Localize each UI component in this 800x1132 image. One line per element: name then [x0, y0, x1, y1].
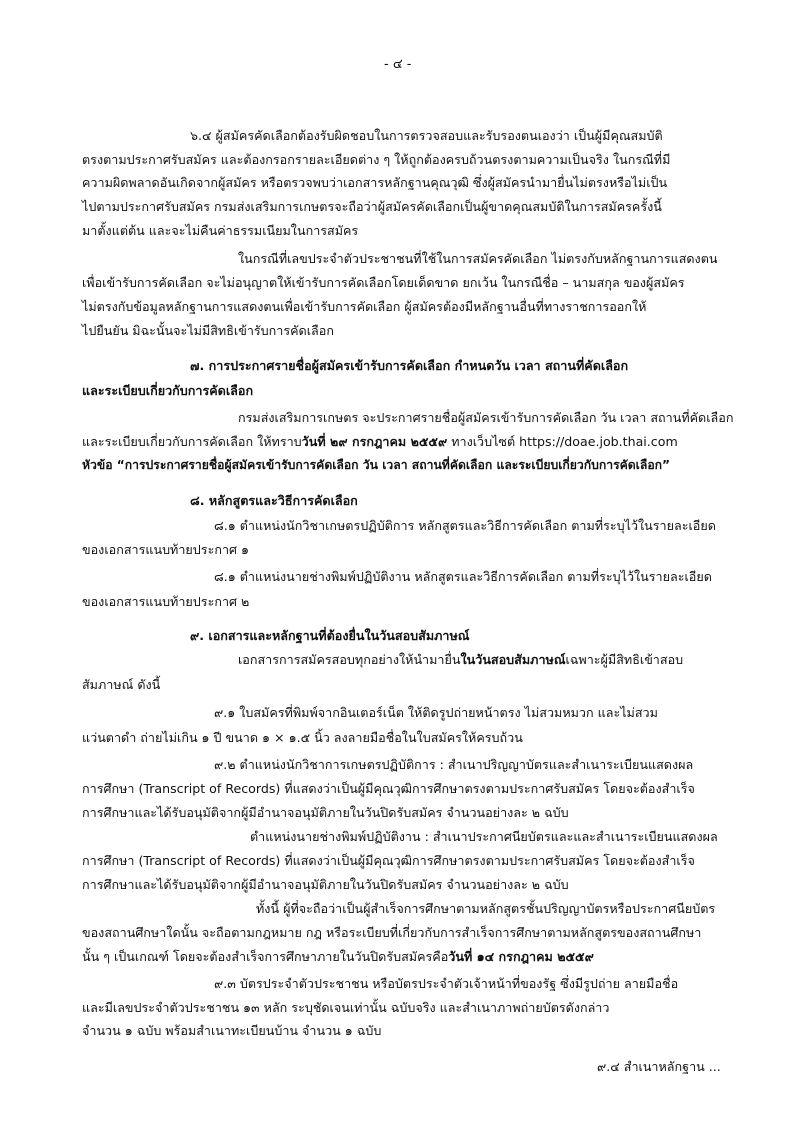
- text-line: หัวข้อ “การประกาศรายชื่อผู้สมัครเข้ารับการคัดเลือก วัน เวลา สถานที่คัดเลือก และระเบียบเกี่ยวกับการคัดเลือก”: [82, 458, 671, 472]
- section-heading: ๙. เอกสารและหลักฐานที่ต้องยื่นในวันสอบสัมภาษณ์: [190, 628, 470, 643]
- text-line: และระเบียบเกี่ยวกับการคัดเลือก ให้ทราบวันที่ ๒๙ กรกฎาคม ๒๕๕๙ ทางเว็บไซต์ https://doae.job.thai.com: [82, 434, 678, 449]
- text-line: ทั้งนี้ ผู้ที่จะถือว่าเป็นผู้สำเร็จการศึกษาตามหลักสูตรชั้นปริญญาบัตรหรือประกาศนียบัตร: [256, 901, 716, 916]
- text-line: ๙.๑ ใบสมัครที่พิมพ์จากอินเตอร์เน็ต ให้ติดรูปถ่ายหน้าตรง ไม่สวมหมวก และไม่สวม: [214, 705, 658, 720]
- text-line: ความผิดพลาดอันเกิดจากผู้สมัคร หรือตรวจพบว่าเอกสารหลักฐานคุณวุฒิ ซึ่งผู้สมัครนำมายื่นไม่ตรงหรือไม่เป็น: [82, 175, 668, 190]
- text-line: ไปตามประกาศรับสมัคร กรมส่งเสริมการเกษตรจะถือว่าผู้สมัครคัดเลือกเป็นผู้ขาดคุณสมบัติในการสมัครครั้งนี้: [82, 199, 662, 214]
- text-line: ของเอกสารแนบท้ายประกาศ ๑: [82, 542, 250, 557]
- text-line: ตำแหน่งนายช่างพิมพ์ปฏิบัติงาน : สำเนาประกาศนียบัตรและและสำเนาระเบียนแสดงผล: [250, 829, 718, 844]
- text-line: เอกสารการสมัครสอบทุกอย่างให้นำมายื่นในวันสอบสัมภาษณ์เฉพาะผู้มีสิทธิเข้าสอบ: [238, 652, 684, 667]
- text-line: จำนวน ๑ ฉบับ พร้อมสำเนาทะเบียนบ้าน จำนวน ๑ ฉบับ: [82, 1023, 382, 1038]
- text-line: ของสถานศึกษาใดนั้น จะถือตามกฎหมาย กฎ หรือระเบียบที่เกี่ยวกับการสำเร็จการศึกษาตามหลักสูตรของสถานศึกษา: [82, 925, 702, 940]
- section-heading: ๗. การประกาศรายชื่อผู้สมัครเข้ารับการคัดเลือก กำหนดวัน เวลา สถานที่คัดเลือก: [190, 358, 629, 373]
- text-line: แว่นตาดำ ถ่ายไม่เกิน ๑ ปี ขนาด ๑ × ๑.๕ นิ้ว ลงลายมือชื่อในใบสมัครให้ครบถ้วน: [82, 730, 523, 745]
- text-line: สัมภาษณ์ ดังนี้: [82, 677, 161, 692]
- page-number: - ๔ -: [384, 57, 412, 72]
- section-heading: และระเบียบเกี่ยวกับการคัดเลือก: [82, 383, 254, 398]
- continuation-note: ๙.๔ สำเนาหลักฐาน ...: [597, 1059, 721, 1074]
- text-line: มาตั้งแต่ต้น และจะไม่คืนค่าธรรมเนียมในการสมัคร: [82, 223, 359, 238]
- text-line: เพื่อเข้ารับการคัดเลือก จะไม่อนุญาตให้เข้ารับการคัดเลือกโดยเด็ดขาด ยกเว้น ในกรณีชื่อ – นามสกุล ของผู้สมัคร: [82, 275, 685, 290]
- announce-date: วันที่ ๒๙ กรกฎาคม ๒๕๕๙: [301, 434, 448, 449]
- text-line: ไม่ตรงกับข้อมูลหลักฐานการแสดงตนเพื่อเข้ารับการคัดเลือก ผู้สมัครต้องมีหลักฐานอื่นที่ทางราชการออกให้: [82, 299, 647, 314]
- text-line: ๘.๑ ตำแหน่งนายช่างพิมพ์ปฏิบัติงาน หลักสูตรและวิธีการคัดเลือก ตามที่ระบุไว้ในรายละเอียด: [214, 569, 712, 584]
- text-line: ของเอกสารแนบท้ายประกาศ ๒: [82, 594, 250, 609]
- text-line: การศึกษา (Transcript of Records) ที่แสดงว่าเป็นผู้มีคุณวุฒิการศึกษาตรงตามประกาศรับสมัคร โดยจะต้องสำเร็จ: [82, 853, 695, 868]
- text-line: ในกรณีที่เลขประจำตัวประชาชนที่ใช้ในการสมัครคัดเลือก ไม่ตรงกับหลักฐานการแสดงตน: [238, 251, 718, 266]
- text-line: กรมส่งเสริมการเกษตร จะประกาศรายชื่อผู้สมัครเข้ารับการคัดเลือก วัน เวลา สถานที่คัดเลือก: [238, 410, 734, 425]
- website-url: ทางเว็บไซต์ https://doae.job.thai.com: [447, 434, 678, 449]
- text-line: ๙.๓ บัตรประจำตัวประชาชน หรือบัตรประจำตัวเจ้าหน้าที่ของรัฐ ซึ่งมีรูปถ่าย ลายมือชื่อ: [214, 976, 679, 991]
- text-line: การศึกษาและได้รับอนุมัติจากผู้มีอำนาจอนุมัติภายในวันปิดรับสมัคร จำนวนอย่างละ ๒ ฉบับ: [82, 805, 569, 820]
- text-line: นั้น ๆ เป็นเกณฑ์ โดยจะต้องสำเร็จการศึกษาภายในวันปิดรับสมัครคือวันที่ ๑๔ กรกฎาคม ๒๕๕๙: [82, 949, 594, 964]
- text-line: การศึกษาและได้รับอนุมัติจากผู้มีอำนาจอนุมัติภายในวันปิดรับสมัคร จำนวนอย่างละ ๒ ฉบับ: [82, 877, 569, 892]
- closing-date: วันที่ ๑๔ กรกฎาคม ๒๕๕๙: [448, 949, 594, 964]
- text-line: ตรงตามประกาศรับสมัคร และต้องกรอกรายละเอียดต่าง ๆ ให้ถูกต้องครบถ้วนตรงตามความเป็นจริง ในกรณีที่มี: [82, 152, 671, 167]
- text-line: และมีเลขประจำตัวประชาชน ๑๓ หลัก ระบุชัดเจนเท่านั้น ฉบับจริง และสำเนาภาพถ่ายบัตรดังกล่าว: [82, 1000, 610, 1015]
- section-heading: ๘. หลักสูตรและวิธีการคัดเลือก: [190, 493, 358, 508]
- text-line: ๙.๒ ตำแหน่งนักวิชาการเกษตรปฏิบัติการ : สำเนาปริญญาบัตรและสำเนาระเบียนแสดงผล: [214, 757, 694, 772]
- text-line: ๖.๔ ผู้สมัครคัดเลือกต้องรับผิดชอบในการตรวจสอบและรับรองตนเองว่า เป็นผู้มีคุณสมบัติ: [190, 128, 663, 143]
- text-line: ไปยืนยัน มิฉะนั้นจะไม่มีสิทธิเข้ารับการคัดเลือก: [82, 323, 334, 338]
- text-line: ๘.๑ ตำแหน่งนักวิชาเกษตรปฏิบัติการ หลักสูตรและวิธีการคัดเลือก ตามที่ระบุไว้ในรายละเอียด: [214, 518, 716, 533]
- text-line: การศึกษา (Transcript of Records) ที่แสดงว่าเป็นผู้มีคุณวุฒิการศึกษาตรงตามประกาศรับสมัคร โดยจะต้องสำเร็จ: [82, 781, 695, 796]
